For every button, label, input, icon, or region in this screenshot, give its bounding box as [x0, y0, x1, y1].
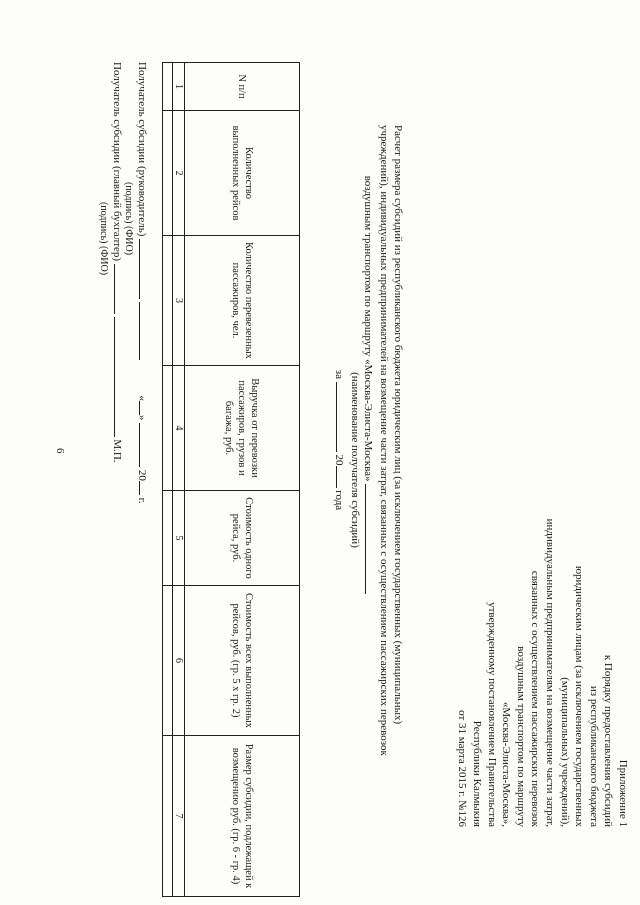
appendix-line: из республиканского бюджета [587, 685, 600, 827]
column-number: 2 [173, 111, 185, 236]
column-number-row [173, 63, 185, 897]
appendix-header [455, 467, 630, 827]
head-signature-caption: (подпись) (ФИО) [123, 182, 134, 256]
date-year-prefix: 20 [136, 469, 148, 481]
column-header: Количество перевезенных пассажиров, чел. [185, 236, 300, 366]
date-day-blank [139, 401, 150, 415]
title-line: учреждений), индивидуальных предпринимателей на возмещение части затрат, связанных с осуществлением пассажирских перевозок [378, 125, 391, 756]
period-year-blank [336, 466, 347, 488]
appendix-line: от 31 марта 2015 г. №126 [456, 710, 469, 827]
table-cell [163, 491, 173, 586]
period-month-blank [336, 382, 347, 452]
table-cell [163, 63, 173, 111]
date-month-blank [139, 423, 150, 467]
table-cell [163, 236, 173, 366]
appendix-line: индивидуальным предпринимателям на возмещение части затрат, [544, 518, 557, 827]
column-header: Стоимость всех выполненных рейсов, руб. (гр. 5 х гр. 2) [185, 586, 300, 736]
accountant-signature-block [97, 62, 125, 662]
accountant-signature-blank [114, 264, 125, 314]
column-header: Выручка от перевозки пассажиров, грузов и багажа, руб. [185, 366, 300, 491]
appendix-line: (муниципальных) учреждений), [558, 677, 571, 827]
appendix-line: к Порядку предоставления субсидий [602, 654, 615, 827]
column-header: Количество выполненных рейсов [185, 111, 300, 236]
column-number: 3 [173, 236, 185, 366]
period-year-prefix: 20 [332, 454, 345, 466]
stamp-label: М.П. [111, 439, 123, 463]
table-row [163, 63, 173, 897]
column-number: 7 [173, 736, 185, 897]
period-prefix: за [332, 369, 345, 380]
table-cell [163, 111, 173, 236]
accountant-name-blank [114, 317, 125, 437]
column-number: 5 [173, 491, 185, 586]
page-number: 6 [54, 448, 66, 454]
table-cell [163, 586, 173, 736]
table-cell [163, 736, 173, 897]
recipient-blank [365, 484, 376, 594]
document-title [331, 125, 404, 756]
title-line: Расчет размера субсидий из республиканского бюджета юридическим лиц (за исключением государственных (муниципальных) [392, 125, 404, 725]
date-year-blank [139, 481, 150, 495]
appendix-line: воздушным транспортом по маршруту [514, 646, 527, 827]
table-cell [163, 366, 173, 491]
head-signature-label: Получатель субсидии (руководитель) [136, 62, 148, 237]
subsidy-calculation-table [162, 62, 300, 897]
column-number: 4 [173, 366, 185, 491]
column-number: 6 [173, 586, 185, 736]
accountant-signature-line [110, 62, 125, 662]
appendix-line: Приложение 1 [617, 759, 629, 827]
column-number: 1 [173, 63, 185, 111]
date-suffix: г. [136, 497, 148, 504]
period-suffix: года [332, 490, 345, 511]
column-header: N п/п [185, 63, 300, 111]
accountant-signature-caption: (подпись) (ФИО) [98, 202, 109, 276]
column-header: Размер субсидии, подлежащей к возмещению руб. (гр. 6 - гр. 4) [185, 736, 300, 897]
accountant-signature-label: Получатель субсидии (главный бухгалтер) [111, 62, 123, 262]
appendix-line: «Москва-Элиста-Москва», [500, 701, 513, 827]
appendix-line: утвержденному постановлением Правительства [485, 602, 498, 827]
head-signature-block [122, 62, 150, 662]
appendix-line: связанных с осуществлением пассажирских перевозок [529, 570, 542, 827]
appendix-line: Республики Калмыкия [471, 720, 484, 827]
date-open: « [136, 395, 148, 401]
table-header-row [185, 63, 300, 897]
date-mid: » [136, 414, 148, 421]
recipient-caption: (наименование получателя субсидий) [348, 372, 361, 548]
period-line [331, 125, 347, 645]
title-line [361, 125, 377, 645]
head-signature-blank [139, 239, 150, 299]
appendix-line: юридическим лицам (за исключением государственных [573, 565, 586, 827]
head-signature-line [135, 62, 150, 662]
title-route-text: воздушным транспортом по маршруту «Москва-Элиста-Москва» [362, 175, 375, 482]
head-name-blank [139, 302, 150, 360]
column-header: Стоимость одного рейса, руб. [185, 491, 300, 586]
